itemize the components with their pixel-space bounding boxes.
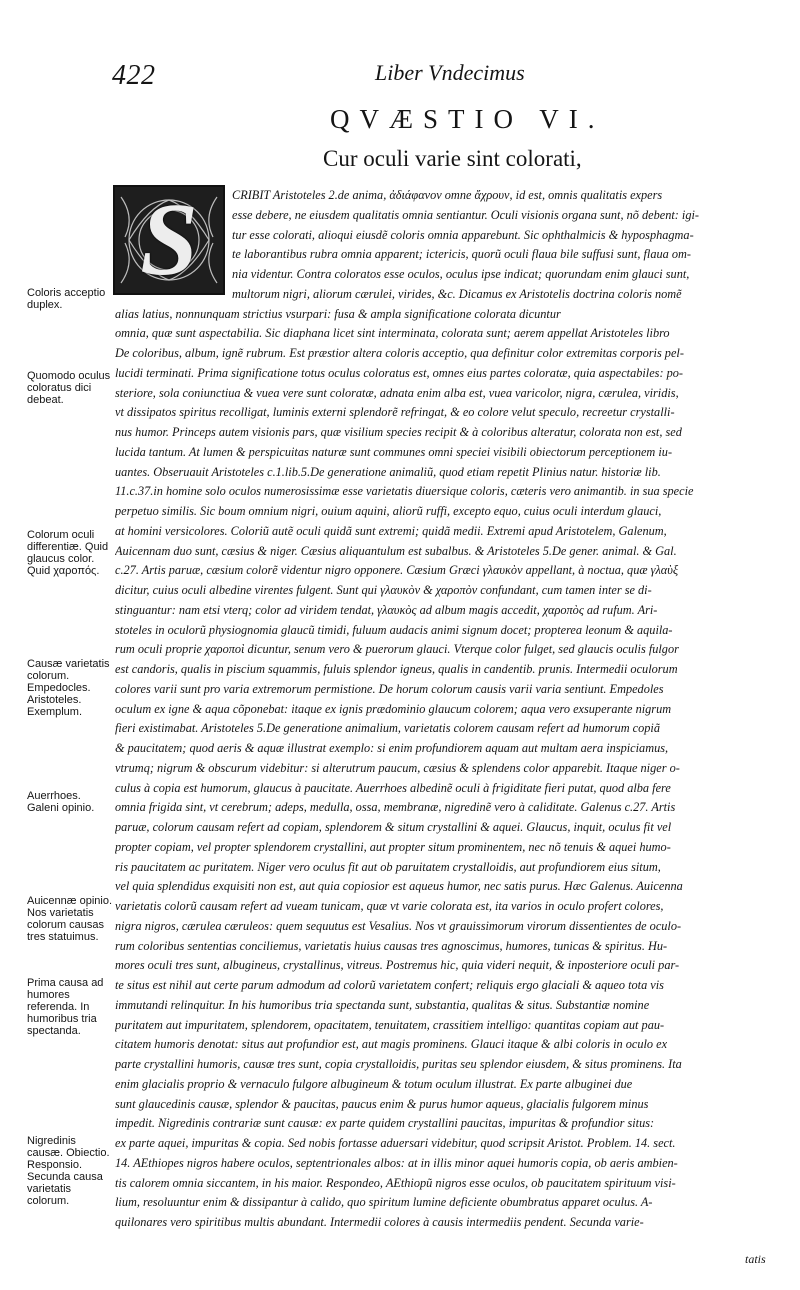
text-line: omnia frigida sint, vt cerebrum; adeps, medulla, ossa, membranæ, nigredinẽ vero à caliditate. Galenus c.27. Artis [115, 800, 676, 815]
text-line: CRIBIT Aristoteles 2.de anima, ἀδιάφανον omne ἄχρουν, id est, omnis qualitatis expers [232, 188, 663, 202]
text-line: omnia, quæ sunt aspectabilia. Sic diaphana licet sint interminata, colorata sunt; aerem appellat Aristoteles libro [115, 326, 670, 341]
text-line: tur esse colorati, alioqui eiusdẽ coloris omnia apparebunt. Sic ophthalmicis & hyposphagma- [232, 227, 694, 242]
text-line: citatem humoris denotat: situs aut profundior est, aut magis prominens. Glauci itaque & albi coloris in oculo ex [115, 1037, 668, 1052]
text-line: quilonares vero spiritibus multis abundant. Intermedii colores à causis intermediis pendent. Secunda varie- [115, 1215, 644, 1229]
text-line: multorum nigri, aliorum cærulei, virides, &c. Dicamus ex Aristotelis doctrina coloris nomẽ [232, 286, 682, 301]
text-line: ex parte aquei, impuritas & copia. Sed nobis fortasse aduersari videbitur, quod scripsit Aristot. Problem. 14. sect. [115, 1136, 676, 1150]
text-line: fieri existimabat. Aristoteles 5.De generatione animalium, varietatis colorem causam refert ad humorum copiã [115, 721, 660, 736]
question-subtitle: Cur oculi varie sint colorati, [323, 146, 582, 171]
text-line: enim glacialis proprio & vernaculo fulgore albugineum & totum oculum illustrat. Ex parte albuginei due [115, 1076, 633, 1091]
text-line: nigra nigros, cærulea cæruleos: quem sequutus est Vesalius. Nos vt grauissimorum virorum dissentientes de oculo- [115, 918, 682, 933]
text-line: impedit. Nigredinis contrariæ sunt causæ: ex parte quidem crystallini paucitas, impuritas & profundior situs: [115, 1116, 655, 1131]
text-line: tis calorem omnia siccantem, in his maior. Respondeo, AEthiopũ nigros esse oculos, ob paucitatem spirituum visi- [115, 1175, 676, 1190]
running-head: Liber Vndecimus [375, 60, 525, 85]
text-line: stinguantur: nam etsi vterq; color ad viridem tendat, γλαυκὸς ad album magis accedit, χαροπὸς ad rufum. Ari- [115, 602, 658, 617]
text-line: rum coloribus sententias conciliemus, varietatis huius causas tres agnoscimus, humores, tunicas & spiritus. Hu- [115, 938, 668, 953]
text-line: mores oculi tres sunt, albugineus, crystallinus, vitreus. Postremus hic, quia videri nequit, & inposteriore oculi par- [115, 958, 680, 973]
text-line: te situs est nihil aut certe parum admodum ad colorũ varietatem confert; reliquis ergo glaciali & aqueo tota vis [115, 978, 664, 992]
text-line: dicitur, cuius oculi albedine virentes fulgent. Sunt qui γλαυκὸν & χαροπὸν confundant, cum tamen inter se di- [115, 583, 652, 597]
catchword: tatis [745, 1252, 766, 1266]
text-line: paruæ, colorum causam refert ad copiam, splendorem & situm crystallini & aquei. Glaucus, inquit, oculus fit vel [115, 820, 672, 834]
text-line: lium, resoluuntur enim & dissipantur à calido, quo spiritum lumine deficiente obumbratus apparet oculus. A- [115, 1195, 653, 1210]
text-line: nus humor. Princeps autem visionis pars, quæ visilium species recipit & à coloribus alteratur, colorata non est, sed [115, 425, 682, 439]
margin-note: Causæ varietatis colorum. Empedocles. Aristoteles. Exemplum. [27, 658, 110, 718]
text-line: immutandi relinquitur. In his humoribus tria spectanda sunt, substantia, qualitas & situs. Substantiæ nomine [115, 997, 650, 1012]
text-line: parte crystallini humoris, causæ tres sunt, copia crystalloidis, puritas seu splendor eiusdem, & situs prominens. Ita [115, 1057, 682, 1071]
text-line: te laborantibus rubra omnia apparent; ictericis, quorũ oculi flaua bile suffusi sunt, flaua om- [232, 247, 691, 262]
text-line: 14. AEthiopes nigros habere oculos, septentrionales albos: at in illis minor aquei humoris copia, ob aeris ambien- [115, 1155, 678, 1170]
text-line: vtrumq; nigrum & obscurum videbitur: si alterutrum paucum, cæsius & splendens color apparebit. Itaque niger o- [115, 760, 680, 775]
body-text [115, 186, 781, 1233]
margin-note: Nigredinis causæ. Obiectio. Responsio. Secunda causa varietatis colorum. [27, 1135, 110, 1207]
text-line: nia videntur. Contra coloratos esse oculos, oculus ipse indicat; quorundam enim glauci sunt, [232, 267, 690, 281]
margin-note: Coloris acceptio duplex. [27, 287, 106, 311]
text-line: De coloribus, album, ignẽ rubrum. Est præstior altera coloris acceptio, qua definitur color extremitas corporis pel- [115, 346, 684, 360]
text-line: alias latius, nonnunquam strictius vsurpari: fusa & ampla significatione colorata dicuntur [115, 306, 561, 321]
text-line: culus à copia est humorum, glaucus à paucitate. Auerrhoes albedinẽ oculi à frigiditate fieri putat, quod alba fere [115, 780, 671, 795]
text-line: c.27. Artis paruæ, cæsium colorẽ videntur nigro opponere. Cæsium Græci γλαυκὸν appellant, à noctua, quæ γλαὺξ [115, 563, 679, 578]
text-line: puritatem aut impuritatem, splendorem, opacitatem, tenuitatem, crassitiem intelligo: quantitas copiam aut pau- [115, 1017, 665, 1032]
margin-note: Auicennæ opinio. Nos varietatis colorum causas tres statuimus. [27, 895, 113, 943]
margin-note: Quomodo oculus coloratus dici debeat. [27, 370, 111, 406]
question-title: QVÆSTIO VI. [330, 104, 605, 134]
text-line: at homini versicolores. Coloriũ autẽ oculi quidã sunt extremi; quidã medii. Extremi apud Aristotelem, Galenum, [115, 523, 667, 538]
text-line: varietatis colorũ causam refert ad vueam tunicam, quæ vt varie colorata est, ita varios in oculo profert colores, [115, 899, 664, 913]
text-line: stoteles in oculorũ physiognomia glaucũ timidi, fuluum audacis animi signum docet; propterea leonum & aquila- [115, 622, 673, 637]
text-line: rum oculi proprie χαροποὶ dicuntur, senum vero & puerorum glauci. Vterque color fulget, sed glaucis oculis fulgor [115, 642, 679, 657]
margin-note: Prima causa ad humores referenda. In humoribus tria spectanda. [27, 977, 104, 1037]
margin-note: Auerrhoes. Galeni opinio. [27, 790, 95, 814]
text-line: colores varii sunt pro varia extremorum permistione. De horum colorum causis varii varia sentiunt. Empedoles [115, 681, 664, 696]
text-line: propter copiam, vel propter splendorem crystallini, aut propter situm prominentem, nec nõ tenuis & aquei humo- [115, 839, 671, 854]
text-line: lucida tantum. At lumen & perspicuitas naturæ sunt communes omni speciei visibili obiectorum perceptionem iu- [115, 444, 673, 459]
text-line: uantes. Obseruauit Aristoteles c.1.lib.5.De generatione animaliũ, quod etiam repetit Plinius natur. historiæ lib. [115, 464, 661, 479]
text-line: ris paucitatem ac puritatem. Niger vero oculus fit aut ob paruitatem crystalloidis, aut profundiorem eius situm, [115, 859, 661, 874]
text-line: est candoris, qualis in piscium squammis, fuluis splendor igneus, qualis in candentib. prunis. Intermedii oculorum [115, 662, 678, 676]
page-number: 422 [112, 60, 156, 91]
margin-note: Colorum oculi differentiæ. Quid glaucus color. Quid χαροπός. [27, 529, 109, 577]
text-line: perpetuo similis. Sic boum omnium nigri, ouium aquini, aliorũ ruffi, excepto equo, cuius oculi interdum glauci, [115, 504, 662, 518]
text-line: oculum ex igne & aqua cõponebat: itaque ex ignis prædominio glaucum colorem; aqua vero exsuperante nigrum [115, 701, 672, 716]
text-line: esse debere, ne eiusdem qualitatis omnia sentiantur. Oculi visionis organa sunt, nõ debent: igi- [232, 207, 699, 222]
drop-cap-letter: S [140, 185, 198, 295]
text-line: sunt glaucedinis causæ, splendor & paucitas, paucus enim & purus humor aqueus, glacialis fulgorem minus [115, 1096, 649, 1111]
text-line: & paucitatem; quod aeris & aquæ illustrat exemplo: si enim profundiorem aquam aut multam aera inspiciamus, [115, 741, 669, 755]
text-line: vel quia splendidus exquisiti non est, aut quia copiosior est aqueus humor, nec satis purus. Hæc Galenus. Auicenna [115, 879, 683, 894]
text-line: vt dissipatos spiritus recolligat, luminis externi splendorẽ refringat, & eo colore velut speculo, recreetur crystalli- [115, 405, 675, 420]
text-line: Auicennam duo sunt, cæsius & niger. Cæsius aliquantulum est subalbus. & Aristoteles 5.De gener. animal. & Gal. [115, 543, 677, 558]
text-line: lucidi terminati. Prima significatione totus oculus coloratus est, omnes eius partes coloratæ, quia aspectabiles: po- [115, 365, 684, 380]
text-line: 11.c.37.in homine solo oculos numerosissimæ esse varietatis diuersique coloris, cæteris vero animantib. in sua specie [115, 484, 694, 499]
text-line: steriore, sola coniunctiua & vuea vere sunt coloratæ, adnata enim alba est, vuea varicolor, nigra, cærulea, viridis, [115, 385, 679, 400]
